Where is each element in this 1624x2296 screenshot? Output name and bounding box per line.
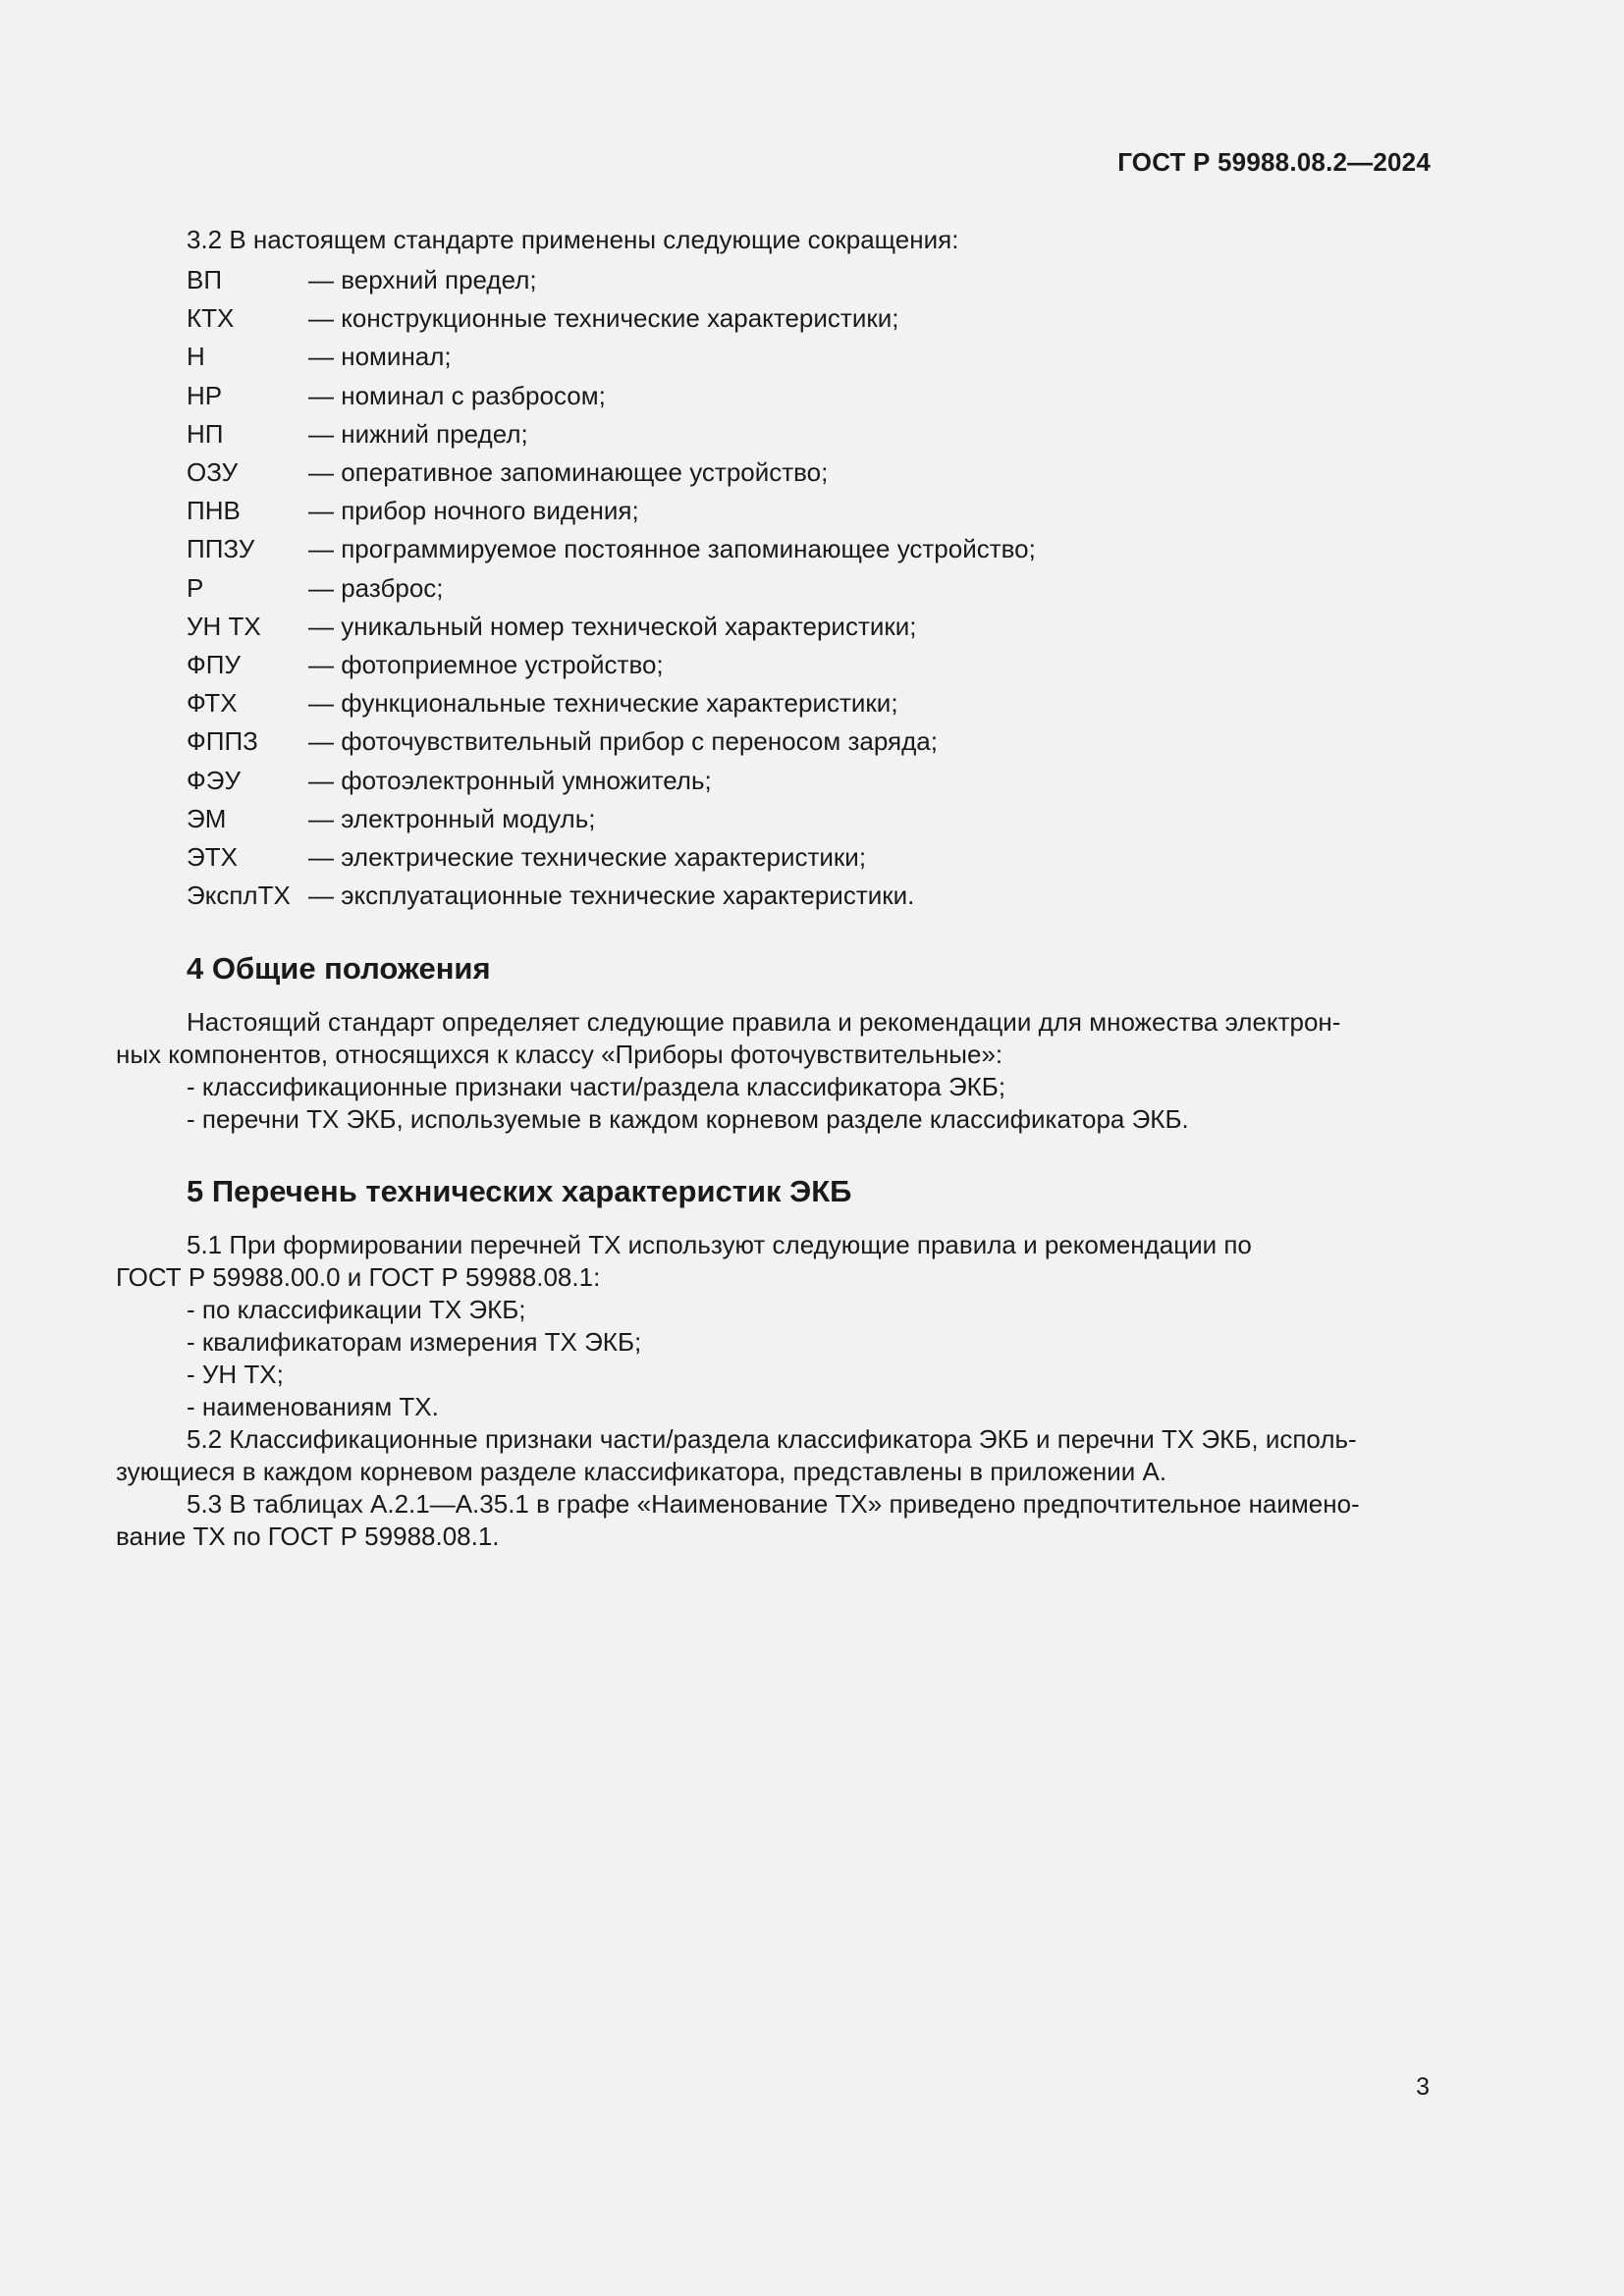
abbreviation-term: Р	[187, 572, 204, 603]
abbreviation-definition: — эксплуатационные технические характеристики.	[308, 881, 915, 911]
abbreviation-definition: — номинал;	[308, 342, 452, 372]
abbreviation-row	[187, 261, 1432, 299]
abbreviation-row	[187, 646, 1432, 684]
abbreviations-list	[116, 261, 1432, 915]
abbreviation-term: ЭМ	[187, 803, 227, 833]
abbreviation-term: ФПУ	[187, 649, 241, 679]
paragraph-5-1-line-1: 5.1 При формировании перечней ТХ используют следующие правила и рекомендации по	[187, 1230, 1252, 1260]
paragraph-5-1	[116, 1229, 1432, 1294]
abbreviation-row	[187, 761, 1432, 799]
section-5-bullet: - наименованиям ТХ.	[187, 1392, 439, 1422]
section-4-bullet: - классификационные признаки части/раздела классификатора ЭКБ;	[187, 1072, 1006, 1102]
abbreviations-intro: 3.2 В настоящем стандарте применены следующие сокращения:	[187, 225, 959, 254]
abbreviation-definition: — прибор ночного видения;	[308, 496, 639, 526]
abbreviation-term: УН ТХ	[187, 611, 261, 641]
abbreviation-term: ФТХ	[187, 688, 238, 719]
abbreviation-term: ФППЗ	[187, 726, 258, 757]
section-4-paragraph-line-2: ных компонентов, относящихся к классу «Приборы фоточувствительные»:	[116, 1040, 1003, 1070]
abbreviation-row	[187, 684, 1432, 722]
paragraph-5-2-line-1: 5.2 Классификационные признаки части/раздела классификатора ЭКБ и перечни ТХ ЭКБ, исполь-	[187, 1424, 1357, 1455]
paragraph-5-2	[116, 1423, 1432, 1488]
abbreviation-term: НП	[187, 418, 224, 449]
abbreviation-definition: — электрические технические характеристики;	[308, 841, 867, 872]
abbreviation-definition: — функциональные технические характеристики;	[308, 688, 898, 719]
abbreviation-definition: — программируемое постоянное запоминающее устройство;	[308, 534, 1036, 564]
abbreviation-term: ФЭУ	[187, 765, 241, 795]
abbreviation-term: НР	[187, 380, 223, 410]
page-number: 3	[1416, 2073, 1430, 2101]
abbreviation-definition: — конструкционные технические характеристики;	[308, 303, 899, 334]
section-5-title: 5 Перечень технических характеристик ЭКБ	[187, 1174, 852, 1209]
abbreviation-term: ВП	[187, 265, 223, 295]
paragraph-5-3-line-2: вание ТХ по ГОСТ Р 59988.08.1.	[116, 1522, 500, 1552]
abbreviation-definition: — оперативное запоминающее устройство;	[308, 457, 829, 488]
abbreviation-row	[187, 877, 1432, 915]
paragraph-5-1-line-2: ГОСТ Р 59988.00.0 и ГОСТ Р 59988.08.1:	[116, 1262, 601, 1293]
section-4-paragraph-line-1: Настоящий стандарт определяет следующие правила и рекомендации для множества электрон-	[187, 1007, 1341, 1038]
abbreviation-term: КТХ	[187, 303, 235, 334]
paragraph-5-3-line-1: 5.3 В таблицах А.2.1—А.35.1 в графе «Наименование ТХ» приведено предпочтительное наимено-	[187, 1489, 1360, 1520]
abbreviation-row	[187, 838, 1432, 877]
abbreviation-term: ЭксплТХ	[187, 881, 291, 911]
section-5-bullet: - УН ТХ;	[187, 1360, 284, 1390]
abbreviation-row	[187, 377, 1432, 415]
abbreviation-definition: — фотоприемное устройство;	[308, 649, 664, 679]
abbreviation-definition: — электронный модуль;	[308, 803, 596, 833]
abbreviation-row	[187, 608, 1432, 646]
section-5-bullet: - квалификаторам измерения ТХ ЭКБ;	[187, 1327, 642, 1358]
abbreviation-term: ОЗУ	[187, 457, 239, 488]
abbreviation-row	[187, 415, 1432, 454]
section-4-paragraph	[116, 1006, 1432, 1071]
document-header-id: ГОСТ Р 59988.08.2—2024	[1117, 147, 1431, 177]
abbreviation-definition: — уникальный номер технической характеристики;	[308, 611, 917, 641]
abbreviation-term: ЭТХ	[187, 841, 238, 872]
paragraph-5-3	[116, 1488, 1432, 1553]
abbreviation-definition: — фоточувствительный прибор с переносом заряда;	[308, 726, 938, 757]
abbreviation-row	[187, 338, 1432, 376]
abbreviation-definition: — разброс;	[308, 572, 444, 603]
abbreviation-row	[187, 530, 1432, 568]
abbreviation-definition: — фотоэлектронный умножитель;	[308, 765, 712, 795]
abbreviation-row	[187, 800, 1432, 838]
abbreviation-term: Н	[187, 342, 205, 372]
abbreviation-definition: — номинал с разбросом;	[308, 380, 606, 410]
abbreviation-row	[187, 492, 1432, 530]
abbreviation-definition: — нижний предел;	[308, 418, 528, 449]
abbreviation-row	[187, 454, 1432, 492]
page-content	[116, 224, 1432, 1553]
abbreviation-row	[187, 569, 1432, 608]
section-4-title: 4 Общие положения	[187, 951, 491, 987]
section-5-bullet: - по классификации ТХ ЭКБ;	[187, 1295, 526, 1325]
section-4-bullet: - перечни ТХ ЭКБ, используемые в каждом корневом разделе классификатора ЭКБ.	[187, 1104, 1189, 1135]
abbreviation-definition: — верхний предел;	[308, 265, 537, 295]
abbreviation-term: ППЗУ	[187, 534, 255, 564]
paragraph-5-2-line-2: зующиеся в каждом корневом разделе классификатора, представлены в приложении А.	[116, 1457, 1167, 1487]
abbreviation-row	[187, 299, 1432, 338]
abbreviation-term: ПНВ	[187, 496, 241, 526]
abbreviation-row	[187, 722, 1432, 761]
